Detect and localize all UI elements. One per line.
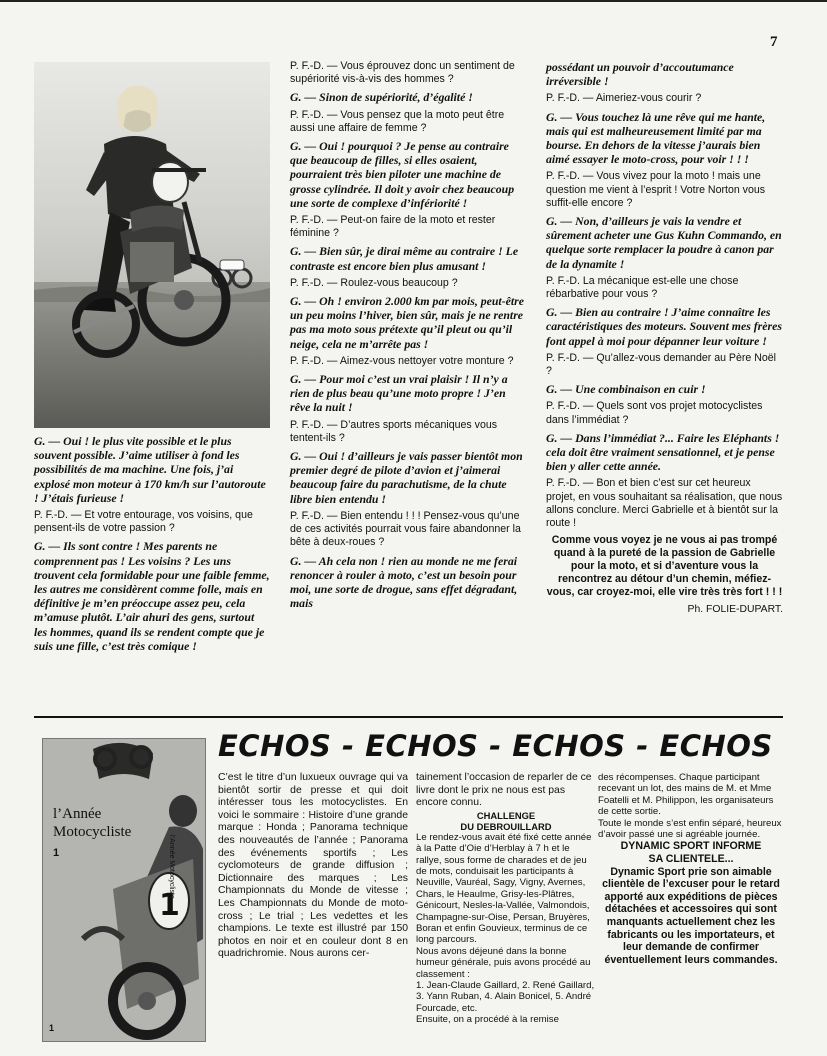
- interview-column-3: [546, 60, 783, 621]
- book-title: [53, 805, 131, 841]
- interview-answer: G. — Vous touchez là une rêve qui me hante, mais qui est malheureusement limité par ma bourse. En dehors de la vitesse j’aurais bien aimé essayer le moto-cross, pour voir ! ! !: [546, 109, 766, 167]
- book-volume-number: 1: [53, 847, 60, 859]
- interview-answer: possédant un pouvoir d’accoutumance irréversible !: [546, 60, 734, 89]
- interview-answer: G. — Oui ! pourquoi ? Je pense au contraire que beaucoup de filles, si elles osaient, pourraient très bien piloter une machine de grosse cylindrée. Il doit y avoir chez beaucoup une sorte de complexe d’infériorité !: [290, 139, 515, 210]
- interview-answer: G. — Bien au contraire ! J’aime connaître les caractéristiques des moteurs. Souvent mes frères font appel à moi pour dépanner leur voiture !: [546, 305, 782, 348]
- book-title-line-1: l’Année: [53, 806, 102, 822]
- dynamic-sport-heading: [598, 840, 784, 865]
- interview-answer: G. — Bien sûr, je dirai même au contraire ! Le contraste est encore bien plus amusant !: [290, 244, 519, 273]
- challenge-paragraph-6: Toute le monde s’est enfin séparé, heureux d’avoir passé une si agréable journée.: [598, 817, 782, 841]
- challenge-paragraph-1: Le rendez-vous avait été fixé cette année à la Patte d’Oie d’Herblay à 7 h et le rallye, sous forme de charades et de jeu de mots, conduisait les participants à Neuville, Vauréal, Sagy, Vigny, Avernes, Chars, le Heaulme, Grisy-les-Plâtres, Génicourt, Nesles-la-Vallée, Valmondois, Champagne-sur-Oise, Persan, Bruyères, Boran et enfin Gouvieux, terminus de ce long parcours.: [416, 831, 592, 946]
- challenge-ranking: 1. Jean-Claude Gaillard, 2. René Gaillard, 3. Yann Ruban, 4. Alain Bonicel, 5. André Fourcade, etc.: [416, 980, 595, 1014]
- book-cover-image: [42, 738, 206, 1042]
- dynamic-sport-heading-line-1: DYNAMIC SPORT INFORME: [620, 840, 762, 853]
- interview-conclusion: Comme vous voyez je ne vous ai pas trompé quand à la pureté de la passion de Gabrielle pour la moto, et si d’aventure vous la rencontrez au détour d’un chemin, méfiez-vous, car croyez-moi, elle vire très très fort ! ! !: [546, 534, 783, 599]
- echos-column-1: [218, 772, 408, 961]
- challenge-paragraph-4: Ensuite, on a procédé à la remise: [416, 1014, 559, 1026]
- interview-answer: G. — Dans l’immédiat ?... Faire les Eléphants ! cela doit être vraiment sensationnel, et je pense bien y aller cette année.: [546, 430, 780, 474]
- interview-question: P. F.-D. — Roulez-vous beaucoup ?: [290, 276, 458, 289]
- interview-question: P. F.-D. — Bien entendu ! ! ! Pensez-vous qu’une de ces activités pourrait vous faire abandonner la bête à deux-roues ?: [290, 509, 521, 549]
- challenge-heading-line-1: CHALLENGE: [476, 809, 536, 821]
- interview-question: P. F.-D. La mécanique est-elle une chose rébarbative pour vous ?: [546, 274, 739, 301]
- interview-answer: G. — Sinon de supériorité, d’égalité !: [290, 90, 473, 105]
- interview-question: P. F.-D. — D’autres sports mécaniques vous tentent-ils ?: [290, 418, 498, 444]
- echos-banner: ECHOS - ECHOS - ECHOS - ECHOS: [218, 729, 773, 763]
- section-divider: [34, 716, 783, 718]
- interview-answer: G. — Oui ! le plus vite possible et le plus souvent possible. J’aime utiliser à fond les possibilités de ma machine. Une fois, j’ai explosé mon moteur à 170 km/h sur l’autoroute ! J’étais furieuse !: [34, 434, 266, 505]
- page-number: 7: [770, 34, 778, 50]
- interview-question: P. F.-D. — Bon et bien c’est sur cet heureux projet, en vous souhaitant sa réalisation, que nous allons conclure. Merci Gabrielle et à bientôt sur la route !: [546, 477, 783, 530]
- interview-question: P. F.-D. — Vous vivez pour la moto ! mais une question me vient à l’esprit ! Votre Norton vous suffit-elle encore ?: [546, 170, 766, 209]
- challenge-paragraph-2: Nous avons déjeuné dans la bonne humeur générale, puis avons procédé au classement :: [416, 945, 591, 980]
- echos-column-2: [416, 772, 596, 1026]
- interview-question: P. F.-D. — Peut-on faire de la moto et rester féminine ?: [290, 214, 496, 240]
- interview-question: P. F.-D. — Et votre entourage, vos voisins, que pensent-ils de votre passion ?: [34, 509, 253, 535]
- interview-question: P. F.-D. — Qu’allez-vous demander au Père Noël ?: [546, 351, 777, 378]
- book-announcement: C’est le titre d’un luxueux ouvrage qui va bientôt sortir de presse et qui doit intéresser tous les motocyclistes. En voici le sommaire : Histoire d’une grande marque : Honda ; Panorama technique des nouveautés de l’année ; Panorama des événements sportifs ; Les cyclomoteurs de grande diffusion ; Dictionnaire des marques ; Les Championnats du Monde de vitesse ; Les Championnats du Monde de moto-cross ; Le trial ; Les vedettes et les champions. Le texte est illustré par 150 photos en noir et en couleur dont 8 en quadrichromie. Nous aurons cer-: [218, 772, 408, 960]
- challenge-heading: [416, 810, 596, 832]
- interview-column-2: [290, 60, 528, 614]
- book-bottom-number: 1: [49, 1023, 55, 1033]
- interview-answer: G. — Oui ! d’ailleurs je vais passer bientôt mon premier degré de pilote d’avion et j’aimerai beaucoup faire du parachutisme, de la chute libre bien entendu !: [290, 449, 523, 506]
- interview-answer: G. — Pour moi c’est un vrai plaisir ! Il n’y a rien de plus beau qu’une moto propre ! J’en rêve la nuit !: [290, 372, 508, 415]
- interview-question: P. F.-D. — Vous pensez que la moto peut être aussi une affaire de femme ?: [290, 108, 505, 134]
- interview-question: P. F.-D. — Aimez-vous nettoyer votre monture ?: [290, 354, 514, 367]
- interview-question: P. F.-D. — Aimeriez-vous courir ?: [546, 92, 702, 105]
- motorcycle-rider-photo: [34, 62, 270, 428]
- svg-text:1: 1: [159, 888, 180, 923]
- interview-answer: G. — Ils sont contre ! Mes parents ne comprennent pas ! Les voisins ? Les uns trouvent cela formidable pour une faible femme, les autres me considèrent comme folle, mais en définitive je m’en préoccupe assez peu, cela m’amuse plutôt. L’air ahuri des gens, surtout les hommes, quand ils se rendent compte que je suis une fille, c’est très comique !: [34, 539, 270, 653]
- interview-answer: G. — Oh ! environ 2.000 km par mois, peut-être un peu moins l’hiver, bien sûr, mais je ne rentre pas ma moto sous prétexte qu’il pleut ou qu’il neige, cela ne m’arrête pas !: [290, 294, 524, 351]
- top-rule: [0, 0, 827, 2]
- interview-question: P. F.-D. — Quels sont vos projet motocyclistes dans l’immédiat ?: [546, 400, 763, 426]
- echos-column-3: [598, 772, 784, 966]
- author-signature: Ph. FOLIE-DUPART.: [687, 604, 783, 616]
- challenge-paragraph-5: des récompenses. Chaque participant recevant un lot, des mains de M. et Mme Foatelli et M. Philippon, les organisateurs de cette sortie.: [598, 772, 774, 818]
- interview-answer: G. — Une combinaison en cuir !: [546, 382, 706, 397]
- interview-answer: G. — Non, d’ailleurs je vais la vendre et sûrement acheter une Gus Kuhn Commando, en quelque sorte remplacer la poudre à canon par de la dynamite !: [546, 214, 782, 271]
- interview-answer: G. — Ah cela non ! rien au monde ne me ferai renoncer à rouler à moto, c’est un besoin pour moi, une sorte de drogue, sans effet dégradant, mais: [290, 553, 518, 611]
- book-title-line-2: Motocycliste: [53, 824, 132, 840]
- challenge-heading-line-2: DU DEBROUILLARD: [460, 820, 552, 832]
- book-announcement-end: tainement l’occasion de reparler de ce livre dont le prix ne nous est pas encore connu.: [416, 772, 592, 809]
- dynamic-sport-heading-line-2: SA CLIENTELE...: [648, 853, 734, 866]
- interview-column-1: [34, 434, 270, 657]
- interview-question: P. F.-D. — Vous éprouvez donc un sentiment de supériorité vis-à-vis des hommes ?: [290, 60, 515, 86]
- interview-column-3-body: [546, 60, 783, 530]
- dynamic-sport-notice: Dynamic Sport prie son aimable clientèle de l’excuser pour le retard apporté aux expéditions de pièces détachées et accessoires qui sont manquants actuellement chez les fabricants ou les importateurs, et leur demande de confirmer éventuellement leurs commandes.: [602, 865, 780, 966]
- book-spine-text: l’Année Motocycliste: [168, 835, 175, 899]
